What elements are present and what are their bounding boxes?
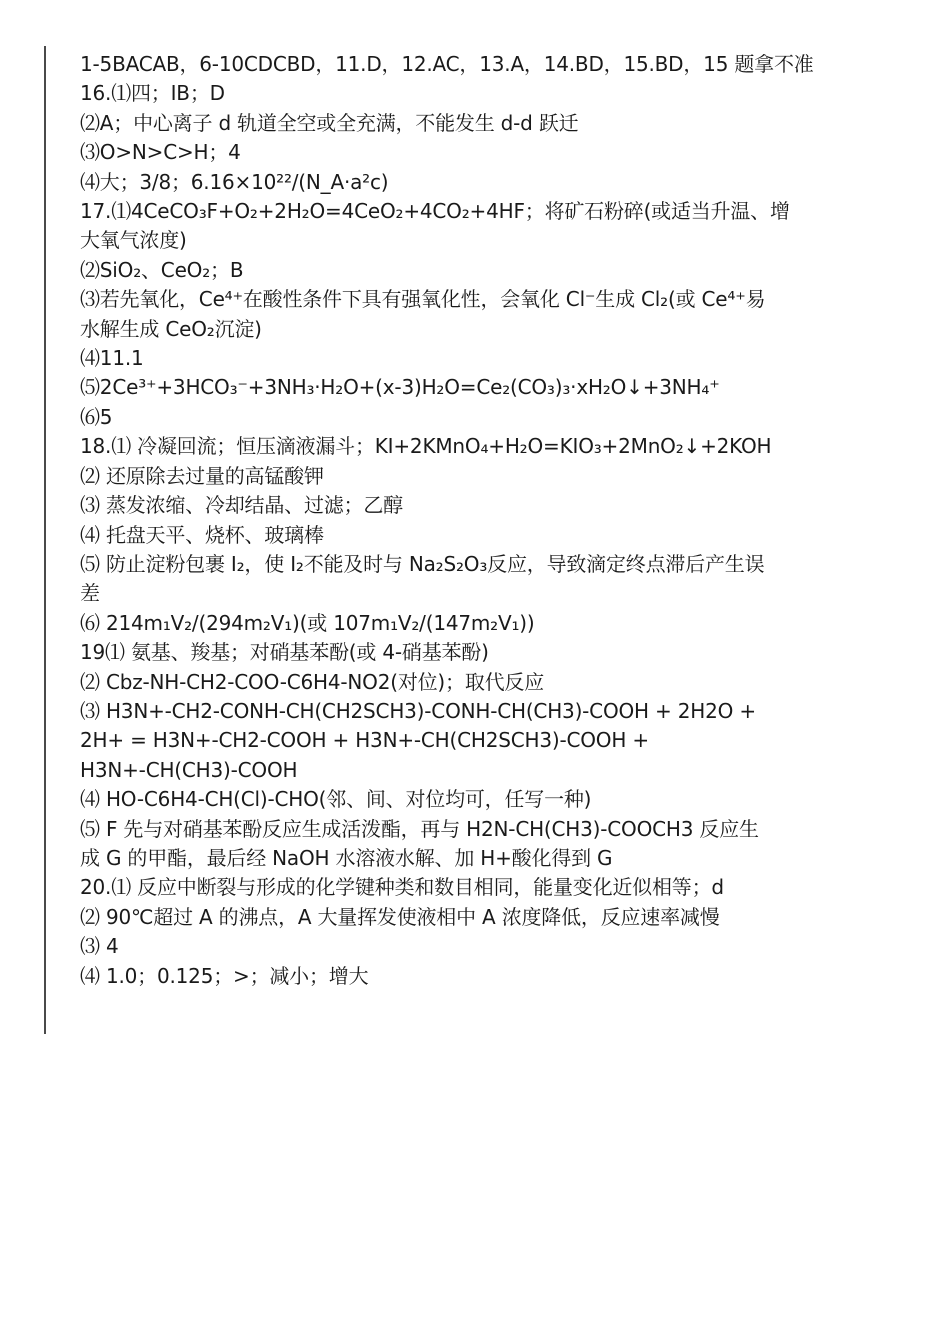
answer-line-28: 成 G 的甲酯，最后经 NaOH 水溶液水解、加 H+酸化得到 G bbox=[80, 845, 613, 870]
answer-line-8: ⑵SiO₂、CeO₂；B bbox=[80, 257, 244, 282]
answer-line-25: H3N+-CH(CH3)-COOH bbox=[80, 757, 298, 782]
answer-line-31: ⑶ 4 bbox=[80, 934, 119, 959]
answer-line-4: ⑶O>N>C>H；4 bbox=[80, 140, 241, 165]
margin-rule bbox=[44, 46, 46, 1034]
answer-line-23: ⑶ H3N+-CH2-CONH-CH(CH2SCH3)-CONH-CH(CH3)-COOH + 2H2O + bbox=[80, 698, 756, 723]
answer-line-29: 20.⑴ 反应中断裂与形成的化学键种类和数目相同，能量变化近似相等；d bbox=[80, 875, 724, 900]
answer-line-18: ⑸ 防止淀粉包裹 I₂，使 I₂不能及时与 Na₂S₂O₃反应，导致滴定终点滞后产生误 bbox=[80, 551, 765, 576]
answer-line-16: ⑶ 蒸发浓缩、冷却结晶、过滤；乙醇 bbox=[80, 493, 403, 518]
answer-line-17: ⑷ 托盘天平、烧杯、玻璃棒 bbox=[80, 522, 324, 547]
answer-line-2: 16.⑴四；IB；D bbox=[80, 81, 225, 106]
answer-line-13: ⑹5 bbox=[80, 404, 113, 429]
answer-line-9: ⑶若先氧化，Ce⁴⁺在酸性条件下具有强氧化性，会氧化 Cl⁻生成 Cl₂(或 Ce⁴⁺易 bbox=[80, 287, 766, 312]
answer-line-19: 差 bbox=[80, 581, 100, 606]
answer-line-27: ⑸ F 先与对硝基苯酚反应生成活泼酯，再与 H2N-CH(CH3)-COOCH3 反应生 bbox=[80, 816, 759, 841]
answer-line-22: ⑵ Cbz-NH-CH2-COO-C6H4-NO2(对位)；取代反应 bbox=[80, 669, 545, 694]
answer-line-1: 1-5BACAB，6-10CDCBD，11.D，12.AC，13.A，14.BD，15.BD，15 题拿不准 bbox=[80, 52, 814, 76]
answer-line-26: ⑷ HO-C6H4-CH(Cl)-CHO(邻、间、对位均可，任写一种) bbox=[80, 787, 592, 812]
answer-line-15: ⑵ 还原除去过量的高锰酸钾 bbox=[80, 463, 324, 488]
answer-line-10: 水解生成 CeO₂沉淀) bbox=[80, 316, 262, 341]
answer-line-20: ⑹ 214m₁V₂/(294m₂V₁)(或 107m₁V₂/(147m₂V₁)) bbox=[80, 610, 535, 635]
answer-line-30: ⑵ 90℃超过 A 的沸点，A 大量挥发使液相中 A 浓度降低，反应速率减慢 bbox=[80, 904, 720, 929]
answer-line-24: 2H+ = H3N+-CH2-COOH + H3N+-CH(CH2SCH3)-COOH + bbox=[80, 728, 649, 753]
answer-line-14: 18.⑴ 冷凝回流；恒压滴液漏斗；KI+2KMnO₄+H₂O=KIO₃+2MnO₂↓+2KOH bbox=[80, 434, 772, 459]
answer-line-5: ⑷大；3/8；6.16×10²²/(N_A·a²c) bbox=[80, 169, 389, 194]
answer-line-6: 17.⑴4CeCO₃F+O₂+2H₂O=4CeO₂+4CO₂+4HF；将矿石粉碎(或适当升温、增 bbox=[80, 199, 790, 224]
answer-line-7: 大氧气浓度) bbox=[80, 228, 187, 253]
answer-line-12: ⑸2Ce³⁺+3HCO₃⁻+3NH₃·H₂O+(x-3)H₂O=Ce₂(CO₃)₃·xH₂O↓+3NH₄⁺ bbox=[80, 375, 720, 400]
answer-text-block bbox=[80, 50, 880, 991]
answer-line-32: ⑷ 1.0；0.125；>；减小；增大 bbox=[80, 963, 369, 988]
answer-line-21: 19⑴ 氨基、羧基；对硝基苯酚(或 4-硝基苯酚) bbox=[80, 640, 489, 665]
answer-line-11: ⑷11.1 bbox=[80, 346, 144, 371]
answer-line-3: ⑵A；中心离子 d 轨道全空或全充满，不能发生 d-d 跃迁 bbox=[80, 110, 579, 135]
